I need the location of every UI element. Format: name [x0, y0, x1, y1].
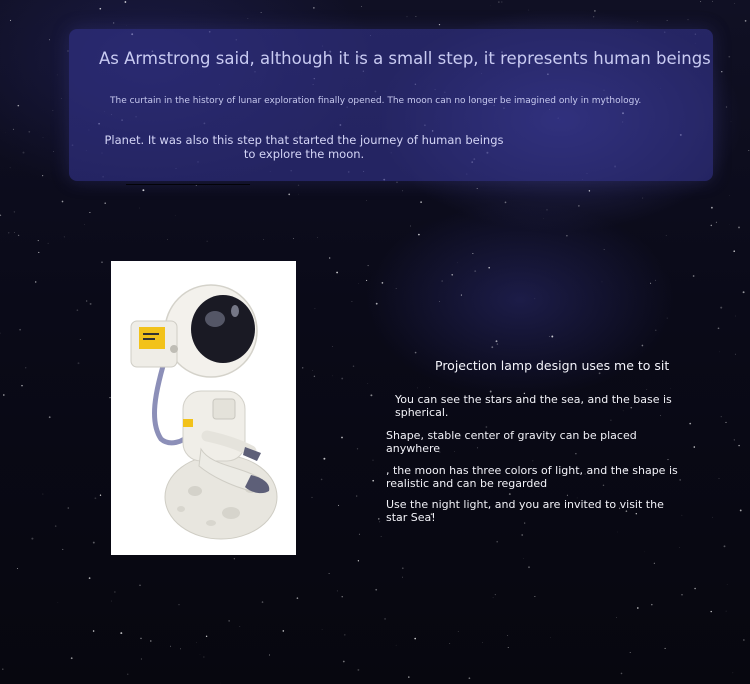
star — [53, 110, 54, 111]
star — [509, 493, 511, 495]
star — [602, 282, 603, 283]
intro-body: Planet. It was also this step that started the journey of human beings to explore the moon. — [104, 133, 504, 161]
star — [724, 545, 726, 547]
star — [28, 131, 30, 133]
star — [17, 568, 18, 569]
star — [332, 346, 333, 347]
star — [55, 525, 56, 526]
star — [372, 480, 374, 482]
star — [407, 16, 408, 17]
star — [667, 20, 668, 21]
description-line-2: Shape, stable center of gravity can be placed anywhere — [386, 429, 637, 455]
star — [89, 577, 91, 579]
star — [314, 376, 315, 377]
star — [666, 235, 667, 236]
star — [329, 573, 330, 574]
star — [721, 71, 722, 72]
star — [357, 669, 359, 671]
star — [621, 673, 623, 675]
star — [414, 638, 416, 640]
star — [712, 517, 713, 518]
star — [101, 261, 103, 263]
star — [336, 272, 338, 274]
star — [589, 190, 590, 191]
star — [317, 237, 318, 238]
star — [38, 252, 39, 253]
star — [442, 281, 443, 282]
star — [688, 19, 689, 20]
star — [126, 25, 127, 26]
star — [728, 56, 730, 58]
star — [731, 121, 732, 122]
star — [716, 222, 717, 223]
star — [49, 39, 50, 40]
star — [458, 631, 459, 632]
star — [534, 596, 535, 597]
star — [31, 538, 33, 540]
star — [396, 288, 397, 289]
star — [13, 129, 14, 130]
star — [594, 10, 596, 12]
star — [0, 215, 1, 217]
star — [58, 602, 59, 603]
star — [733, 250, 735, 252]
star — [382, 282, 384, 284]
star — [25, 367, 26, 368]
star — [3, 394, 5, 396]
star — [528, 10, 529, 11]
star — [178, 604, 179, 605]
star — [477, 188, 478, 189]
star — [180, 649, 181, 650]
star — [35, 281, 36, 282]
star — [311, 497, 312, 498]
star — [207, 241, 208, 242]
star — [361, 6, 362, 7]
star — [410, 226, 411, 227]
star — [566, 235, 567, 236]
star — [2, 669, 3, 670]
star — [725, 422, 726, 423]
star — [64, 237, 65, 238]
star — [93, 542, 95, 544]
star — [0, 333, 1, 334]
star — [461, 295, 462, 296]
star — [498, 2, 499, 3]
star — [469, 677, 471, 679]
star — [14, 232, 15, 233]
star — [314, 308, 315, 309]
star — [113, 22, 114, 23]
star — [384, 618, 386, 620]
star — [396, 645, 397, 646]
star — [343, 661, 345, 663]
star — [711, 225, 713, 227]
star — [495, 594, 496, 595]
star — [358, 560, 359, 561]
star — [719, 478, 720, 479]
description-line-3: , the moon has three colors of light, and the shape is realistic and can be regarded — [386, 464, 678, 490]
star — [93, 630, 95, 632]
star — [127, 674, 128, 675]
star — [502, 2, 503, 3]
star — [297, 597, 299, 599]
star — [630, 652, 631, 653]
star — [729, 195, 730, 196]
star — [114, 591, 115, 592]
star — [62, 201, 64, 203]
intro-panel — [69, 29, 713, 181]
star — [711, 207, 713, 209]
star — [228, 620, 229, 621]
star — [341, 378, 343, 380]
star — [23, 152, 25, 154]
star — [734, 3, 735, 4]
star — [104, 202, 105, 203]
star — [373, 460, 374, 461]
star — [439, 24, 440, 25]
star — [534, 298, 535, 299]
star — [359, 534, 360, 535]
star — [738, 445, 739, 446]
star — [370, 394, 372, 396]
star — [269, 655, 270, 656]
star — [353, 366, 354, 367]
description-title: Projection lamp design uses me to sit — [435, 358, 670, 373]
star — [368, 265, 369, 266]
star — [718, 327, 720, 329]
star — [14, 211, 15, 212]
star — [578, 205, 579, 206]
star — [645, 552, 646, 553]
star — [10, 168, 11, 169]
star — [643, 198, 644, 199]
intro-title: As Armstrong said, although it is a small step, it represents human beings — [99, 49, 711, 68]
star — [593, 16, 594, 17]
star — [357, 448, 358, 449]
star — [18, 235, 19, 236]
star — [450, 643, 451, 644]
star — [170, 646, 171, 647]
star — [508, 647, 509, 648]
star — [48, 243, 49, 244]
star — [140, 638, 142, 640]
star — [654, 563, 655, 564]
star — [312, 370, 313, 371]
star — [521, 534, 523, 536]
star — [49, 416, 51, 418]
star — [313, 7, 314, 8]
star — [646, 389, 647, 390]
star — [650, 283, 651, 284]
star — [298, 185, 299, 186]
star — [507, 635, 508, 636]
star — [293, 238, 294, 239]
star — [604, 249, 605, 250]
star — [341, 437, 343, 439]
star — [323, 458, 325, 460]
star — [482, 642, 483, 643]
star — [497, 343, 498, 344]
star — [89, 212, 90, 213]
star — [740, 509, 742, 511]
star — [8, 232, 10, 234]
star — [379, 521, 380, 522]
star — [488, 267, 490, 269]
star — [418, 234, 420, 236]
description-line-4: Use the night light, and you are invited to visit the star Sea! — [386, 498, 664, 524]
star — [493, 597, 494, 598]
star — [322, 629, 323, 630]
star — [62, 549, 63, 550]
star — [10, 20, 11, 21]
star — [642, 345, 644, 347]
star — [711, 611, 712, 612]
star — [38, 240, 39, 241]
star — [203, 656, 204, 657]
star — [451, 274, 453, 276]
star — [288, 194, 290, 196]
star — [264, 239, 265, 240]
star — [351, 301, 352, 302]
star — [262, 601, 264, 603]
star — [77, 309, 79, 311]
star — [496, 340, 498, 342]
star — [366, 280, 367, 281]
star — [720, 307, 722, 309]
intro-subtitle: The curtain in the history of lunar exploration finally opened. The moon can no longer be imagined only in mythology. — [110, 96, 642, 106]
star — [551, 336, 553, 338]
description-line-1: You can see the stars and the sea, and the base is spherical. — [395, 393, 672, 419]
star — [139, 585, 140, 586]
star — [90, 303, 92, 305]
star — [21, 385, 23, 387]
star — [402, 190, 403, 191]
astronaut-lamp-icon — [111, 261, 296, 555]
star — [505, 202, 507, 204]
star — [670, 389, 671, 390]
star — [712, 1, 713, 2]
star — [18, 105, 20, 107]
star — [655, 330, 656, 331]
star — [439, 301, 440, 302]
star — [167, 239, 168, 240]
star — [239, 626, 240, 627]
star — [748, 150, 749, 151]
star — [120, 632, 122, 634]
star — [68, 507, 70, 509]
star — [408, 676, 409, 677]
star — [142, 189, 144, 191]
star — [43, 494, 44, 495]
star — [665, 648, 666, 649]
star — [19, 329, 21, 331]
star — [734, 439, 735, 440]
star — [196, 185, 197, 186]
star — [321, 479, 323, 481]
star — [84, 224, 85, 225]
star — [141, 659, 142, 660]
star — [651, 604, 653, 606]
star — [100, 8, 102, 10]
star — [667, 318, 668, 319]
star — [53, 151, 54, 152]
divider-line — [126, 184, 250, 185]
star — [396, 182, 397, 183]
star — [474, 270, 476, 272]
star — [375, 589, 377, 591]
star — [486, 426, 488, 428]
star — [111, 601, 112, 602]
star — [655, 280, 656, 281]
star — [338, 505, 339, 506]
star — [549, 336, 550, 337]
star — [95, 497, 97, 499]
star — [86, 300, 87, 301]
star — [528, 566, 530, 568]
star — [57, 75, 58, 76]
star — [381, 536, 382, 537]
star — [457, 263, 458, 264]
star — [496, 541, 498, 543]
star — [248, 19, 249, 20]
star — [694, 446, 696, 448]
star — [547, 209, 548, 210]
star — [668, 459, 669, 460]
star — [693, 275, 695, 277]
star — [616, 617, 617, 618]
star — [78, 362, 80, 364]
star — [342, 596, 343, 597]
star — [196, 642, 197, 643]
star — [206, 636, 207, 637]
star — [743, 639, 744, 640]
star — [80, 339, 81, 340]
star — [679, 547, 680, 548]
star — [175, 215, 176, 216]
star — [61, 98, 62, 99]
star — [43, 137, 44, 138]
star — [732, 672, 733, 673]
star — [42, 175, 43, 176]
star — [681, 594, 682, 595]
star — [100, 495, 101, 496]
star — [344, 634, 345, 635]
star — [125, 1, 127, 3]
star — [417, 388, 418, 389]
star — [726, 106, 727, 107]
star — [694, 588, 696, 590]
star — [610, 420, 611, 421]
star — [402, 577, 403, 578]
star — [378, 518, 379, 519]
star — [743, 291, 745, 293]
star — [368, 383, 369, 384]
star — [283, 630, 285, 632]
star — [533, 461, 534, 462]
star — [726, 611, 727, 612]
star — [491, 346, 493, 348]
star — [234, 558, 235, 559]
star — [738, 226, 740, 228]
star — [402, 567, 404, 569]
star — [302, 367, 303, 368]
star — [721, 416, 722, 417]
star — [337, 590, 338, 591]
star — [420, 201, 422, 203]
star — [261, 12, 262, 13]
star — [71, 657, 73, 659]
star — [415, 352, 417, 354]
star — [637, 607, 639, 609]
star — [472, 253, 473, 254]
star — [523, 558, 524, 559]
star — [376, 303, 378, 305]
star — [689, 423, 691, 425]
star — [356, 496, 357, 497]
star — [735, 354, 736, 355]
star — [366, 201, 367, 202]
star — [567, 495, 568, 496]
product-image — [111, 261, 296, 555]
star — [415, 16, 416, 17]
star — [150, 640, 151, 641]
star — [745, 20, 747, 22]
star — [700, 1, 701, 2]
star — [329, 257, 330, 258]
